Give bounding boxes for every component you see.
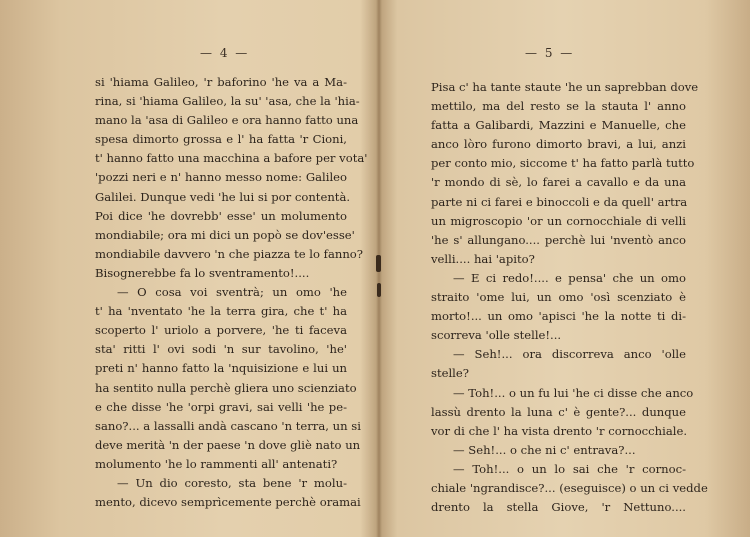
text-line: lassù drento la luna c' è gente?... dunque <box>431 404 686 419</box>
text-line: spesa dimorto grossa e l' ha fatta 'r Cioni, <box>95 132 347 147</box>
text-line: Pisa c' ha tante staute 'he un saprebban dove <box>431 80 699 94</box>
text-line: mento, dicevo semprìcemente perchè oramai <box>95 495 361 510</box>
text-line: mondiabile davvero 'n che piazza te lo fanno? <box>95 246 363 261</box>
text-line: mondiabile; ora mi dici un popò se dov'esse' <box>95 227 355 242</box>
text-line: sta' ritti l' ovi sodi 'n sur tavolino, 'he' <box>95 342 347 357</box>
text-line: fatta a Galibardi, Mazzini e Manuelle, che <box>431 118 686 133</box>
text-line: un migroscopio 'or un cornocchiale di velli <box>431 213 686 228</box>
text-line: — Toh!... o un fu lui 'he ci disse che anco <box>453 385 694 400</box>
text-line: chiale 'ngrandisce?... (eseguisce) o un ci vedde <box>431 480 708 495</box>
text-line: preti n' hanno fatto la 'nquisizione e lui un <box>95 361 347 376</box>
text-line: — Toh!... o un lo sai che 'r cornoc- <box>453 461 686 476</box>
text-line: Poi dice 'he dovrebb' esse' un molumento <box>95 208 347 223</box>
text-line: 'r mondo di sè, lo farei a cavallo e da una <box>431 175 686 190</box>
text-line: mettilo, ma del resto se la stauta l' anno <box>431 99 686 114</box>
text-line: ha sentito nulla perchè gliera uno scienziato <box>95 380 357 395</box>
text-line: t' hanno fatto una macchina a bafore per vota' <box>95 151 368 166</box>
text-line: stelle? <box>431 366 469 381</box>
text-line: t' ha 'nventato 'he la terra gira, che t' ha <box>95 304 347 319</box>
text-line: molumento 'he lo rammenti all' antenati? <box>95 456 338 471</box>
text-line: Bisognerebbe fa lo sventramento!.... <box>95 265 310 280</box>
right-page-text <box>431 78 708 517</box>
text-line: drento la stella Giove, 'r Nettuno.... <box>431 500 686 515</box>
text-line: 'he s' allungano.... perchè lui 'nventò anco <box>431 232 686 247</box>
text-line: straito 'ome lui, un omo 'osì scenziato è <box>431 290 686 305</box>
text-line: Galilei. Dunque vedi 'he lui si por contentà. <box>95 189 351 204</box>
text-line: mano la 'asa di Galileo e ora hanno fatto una <box>95 113 359 128</box>
text-line: — Seh!... o che ni c' entrava?... <box>453 442 636 457</box>
text-line: 'pozzi neri e n' hanno messo nome: Galileo <box>95 170 347 185</box>
text-line: per conto mio, siccome t' ha fatto parlà tutto <box>431 156 695 171</box>
text-line: deve merità 'n der paese 'n dove gliè nato un <box>95 437 361 452</box>
text-line: anco lòro furono dimorto bravi, a lui, anzi <box>431 137 686 152</box>
right-page-number: — 5 — <box>525 46 575 60</box>
text-line: — Seh!... ora discorreva anco 'olle <box>453 347 686 362</box>
text-line: parte ni ci farei e binoccoli e da quell' artra <box>431 194 688 209</box>
text-line: rina, si 'hiama Galileo, la su' 'asa, che la 'hia- <box>95 94 360 109</box>
text-line: — Un dio coresto, sta bene 'r molu- <box>117 475 347 490</box>
text-line: vor di che l' ha vista drento 'r cornocchiale. <box>431 423 688 438</box>
text-line: velli.... hai 'apito? <box>431 251 535 266</box>
left-page-number: — 4 — <box>200 46 250 60</box>
text-line: sano?... a lassalli andà cascano 'n terra, un si <box>95 418 361 433</box>
text-line: — E ci redo!.... e pensa' che un omo <box>453 270 686 285</box>
text-line: si 'hiama Galileo, 'r baforino 'he va a Ma- <box>95 75 347 89</box>
text-line: — O cosa voi sventrà; un omo 'he <box>117 285 347 300</box>
text-line: morto!... un omo 'apisci 'he la notte ti di- <box>431 309 686 324</box>
text-line: scoperto l' uriolo a porvere, 'he ti faceva <box>95 323 347 338</box>
text-line: scorreva 'olle stelle!... <box>431 328 562 343</box>
text-line: e che disse 'he 'orpi gravi, sai velli 'he pe- <box>95 399 347 414</box>
